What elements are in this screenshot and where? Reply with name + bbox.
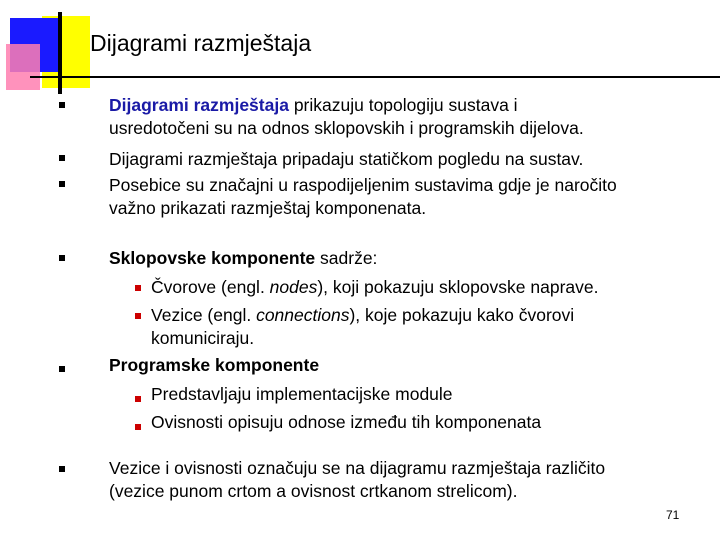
sub-bullet-marker: [135, 396, 141, 402]
title-underline: [30, 76, 720, 78]
sub-bullet-text: Predstavljaju implementacijske module: [151, 384, 453, 404]
page-number: 71: [666, 508, 680, 522]
bullet-marker: [59, 466, 65, 472]
bullet-text: Dijagrami razmještaja pripadaju statičkom pogledu na sustav.: [109, 149, 584, 169]
bullet-marker: [59, 102, 65, 108]
bullet-text: [109, 354, 319, 377]
bullet-marker: [59, 366, 65, 372]
bullet-text-cont: (vezice punom crtom a ovisnost crtkanom strelicom).: [109, 481, 518, 501]
slide-title: Dijagrami razmještaja: [90, 30, 312, 56]
bullet-marker: [59, 155, 65, 161]
sub-bullet-text: Čvorove (engl. nodes), koji pokazuju sklopovske naprave.: [151, 277, 599, 297]
sub-bullet-text-cont: komuniciraju.: [151, 328, 255, 348]
term-deployment-diagrams: Dijagrami razmještaja: [109, 95, 289, 115]
bullet-text: Sklopovske komponente sadrže:: [109, 248, 378, 268]
sub-bullet-text: Ovisnosti opisuju odnose između tih komponenata: [151, 412, 542, 432]
bullet-marker: [59, 255, 65, 261]
bullet-marker: [59, 181, 65, 187]
term-hardware-components: Sklopovske komponente: [109, 248, 316, 268]
sub-bullet-marker: [135, 424, 141, 430]
bullet-text: Vezice i ovisnosti označuju se na dijagramu razmještaja različito: [109, 458, 606, 478]
sub-bullet-text: Vezice (engl. connections), koje pokazuju kako čvorovi: [151, 305, 575, 325]
sub-bullet-marker: [135, 285, 141, 291]
sub-bullet-marker: [135, 313, 141, 319]
decor-pink-block: [6, 44, 40, 90]
bullet-text-cont: važno prikazati razmještaj komponenata.: [109, 198, 427, 218]
bullet-text-cont: usredotočeni su na odnos sklopovskih i programskih dijelova.: [109, 118, 584, 138]
term-software-components: Programske komponente: [109, 355, 320, 375]
decor-vertical-line: [58, 12, 62, 94]
bullet-text: Posebice su značajni u raspodijeljenim sustavima gdje je naročito: [109, 175, 617, 195]
bullet-text: Dijagrami razmještaja prikazuju topologiju sustava i: [109, 95, 518, 115]
